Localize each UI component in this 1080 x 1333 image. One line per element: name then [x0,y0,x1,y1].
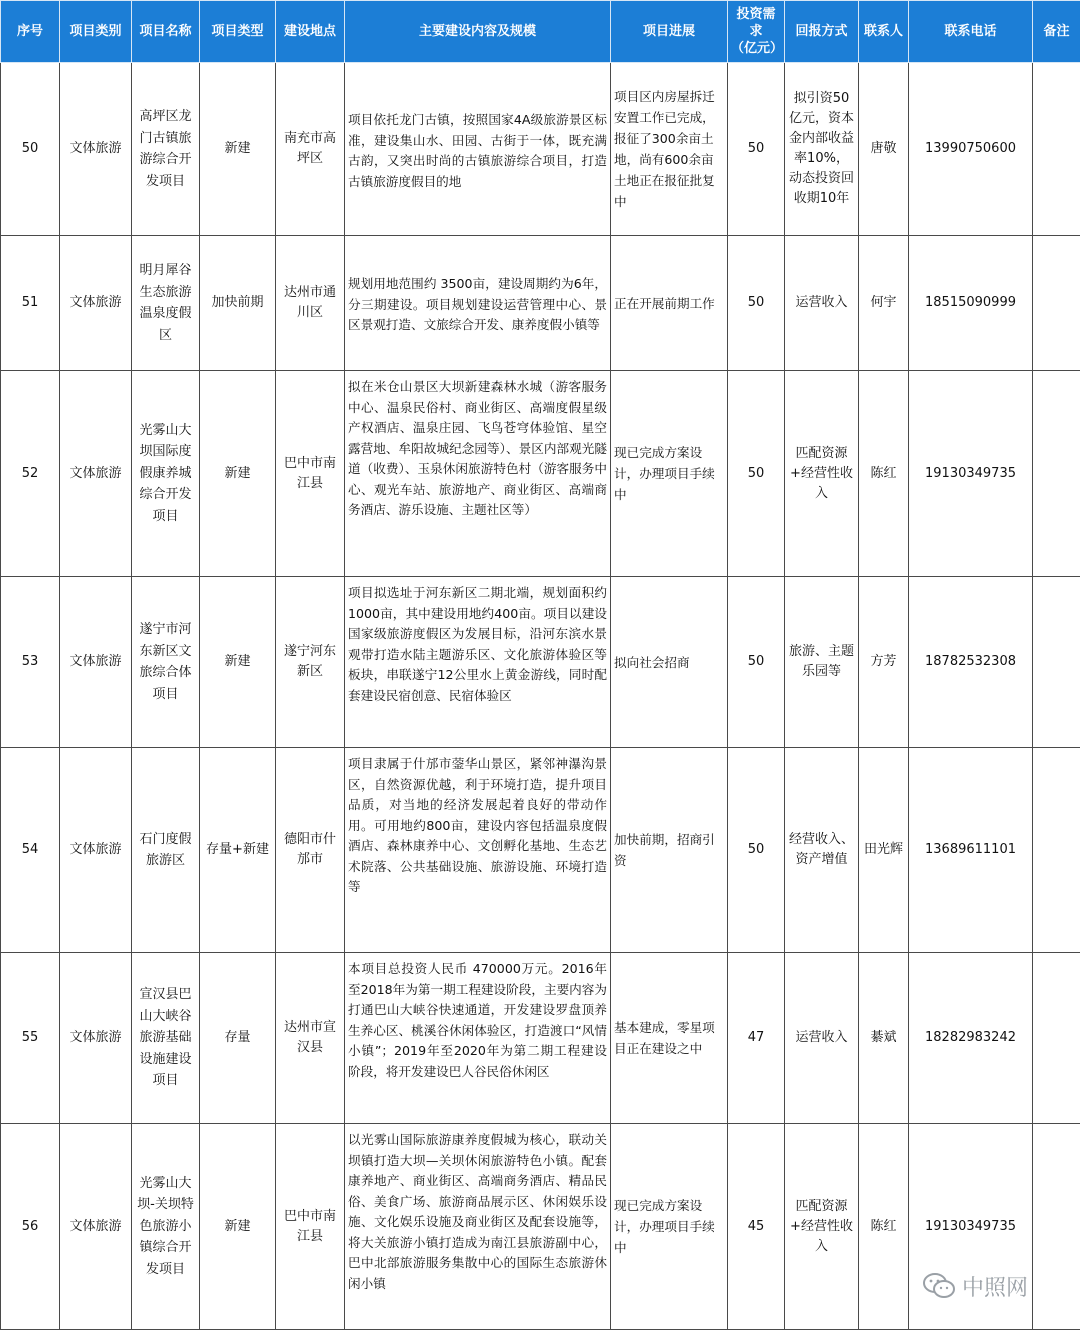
cell-phone: 18282983242 [909,953,1033,1124]
watermark [922,1266,1052,1306]
cell-contact: 田光辉 [859,748,909,953]
cell-location: 南充市高坪区 [276,63,345,236]
cell-content: 以光雾山国际旅游康养度假城为核心，联动关坝镇打造大坝—关坝休闲旅游特色小镇。配套康养地产、商业街区、高端商务酒店、精品民俗、美食广场、旅游商品展示区、休闲娱乐设施、文化娱乐设施及商业街区及配套设施等，将大关旅游小镇打造成为南江县旅游副中心，巴中北部旅游服务集散中心的国际生态旅游休闲小镇 [345,1124,611,1330]
cell-investment: 50 [728,371,785,577]
header-cell-investment: 投资需求 （亿元） [728,1,785,63]
table-row [1,953,1080,1124]
cell-remark [1033,577,1080,748]
cell-no: 52 [1,371,60,577]
cell-remark [1033,63,1080,236]
cell-category: 文体旅游 [60,953,132,1124]
header-cell-content: 主要建设内容及规模 [345,1,611,63]
cell-content: 项目拟选址于河东新区二期北端，规划面积约1000亩，其中建设用地约400亩。项目以建设国家级旅游度假区为发展目标，沿河东滨水景观带打造水陆主题游乐区、文化旅游体验区等板块，串联遂宁12公里水上黄金游线，同时配套建设民宿创意、民宿体验区 [345,577,611,748]
table-row [1,577,1080,748]
cell-category: 文体旅游 [60,577,132,748]
cell-contact: 陈红 [859,1124,909,1330]
cell-contact: 方芳 [859,577,909,748]
header-cell-location: 建设地点 [276,1,345,63]
header-cell-contact: 联系人 [859,1,909,63]
cell-type: 存量+新建 [200,748,276,953]
header-cell-category: 项目类别 [60,1,132,63]
cell-progress: 现已完成方案设计，办理项目手续中 [611,371,728,577]
table-row [1,1124,1080,1330]
cell-contact: 陈红 [859,371,909,577]
cell-remark [1033,371,1080,577]
wechat-icon [922,1272,956,1300]
table-row [1,748,1080,953]
cell-location: 达州市宣汉县 [276,953,345,1124]
cell-remark [1033,236,1080,371]
cell-no: 55 [1,953,60,1124]
cell-category: 文体旅游 [60,748,132,953]
cell-name: 光雾山大坝-关坝特色旅游小镇综合开发项目 [132,1124,200,1330]
cell-type: 新建 [200,577,276,748]
cell-phone: 13990750600 [909,63,1033,236]
cell-return: 拟引资50亿元，资本金内部收益率10%，动态投资回收期10年 [785,63,859,236]
cell-phone: 19130349735 [909,371,1033,577]
cell-contact: 綦斌 [859,953,909,1124]
cell-investment: 50 [728,748,785,953]
cell-progress: 现已完成方案设计，办理项目手续中 [611,1124,728,1330]
cell-remark [1033,748,1080,953]
header-cell-progress: 项目进展 [611,1,728,63]
cell-no: 53 [1,577,60,748]
cell-investment: 45 [728,1124,785,1330]
cell-type: 存量 [200,953,276,1124]
cell-contact: 唐敬 [859,63,909,236]
cell-investment: 50 [728,577,785,748]
header-cell-remark: 备注 [1033,1,1080,63]
cell-location: 达州市通川区 [276,236,345,371]
cell-location: 巴中市南江县 [276,371,345,577]
cell-return: 旅游、主题乐园等 [785,577,859,748]
cell-phone: 18515090999 [909,236,1033,371]
watermark-text: 中照网 [962,1275,1029,1301]
cell-return: 匹配资源+经营性收入 [785,1124,859,1330]
cell-progress: 加快前期，招商引资 [611,748,728,953]
table-row [1,63,1080,236]
cell-name: 光雾山大坝国际度假康养城综合开发项目 [132,371,200,577]
cell-location: 遂宁河东新区 [276,577,345,748]
cell-type: 新建 [200,63,276,236]
table-row [1,371,1080,577]
cell-name: 遂宁市河东新区文旅综合体项目 [132,577,200,748]
cell-progress: 正在开展前期工作 [611,236,728,371]
header-cell-type: 项目类型 [200,1,276,63]
header-cell-phone: 联系电话 [909,1,1033,63]
cell-return: 运营收入 [785,236,859,371]
cell-return: 经营收入、资产增值 [785,748,859,953]
cell-name: 石门度假旅游区 [132,748,200,953]
cell-category: 文体旅游 [60,63,132,236]
cell-content: 规划用地范围约 3500亩，建设周期约为6年，分三期建设。项目规划建设运营管理中心、景区景观打造、文旅综合开发、康养度假小镇等 [345,236,611,371]
cell-content: 项目隶属于什邡市蓥华山景区，紧邻神瀑沟景区，自然资源优越，利于环境打造，提升项目品质，对当地的经济发展起着良好的带动作用。可用地约800亩，建设内容包括温泉度假酒店、森林康养中心、文创孵化基地、生态艺术院落、公共基础设施、旅游设施、环境打造等 [345,748,611,953]
cell-no: 56 [1,1124,60,1330]
cell-investment: 47 [728,953,785,1124]
cell-investment: 50 [728,236,785,371]
cell-investment: 50 [728,63,785,236]
cell-return: 匹配资源+经营性收入 [785,371,859,577]
cell-name: 高坪区龙门古镇旅游综合开发项目 [132,63,200,236]
cell-location: 德阳市什邡市 [276,748,345,953]
header-cell-name: 项目名称 [132,1,200,63]
cell-type: 新建 [200,371,276,577]
cell-no: 51 [1,236,60,371]
cell-type: 新建 [200,1124,276,1330]
header-cell-return: 回报方式 [785,1,859,63]
header-cell-no: 序号 [1,1,60,63]
cell-location: 巴中市南江县 [276,1124,345,1330]
cell-category: 文体旅游 [60,1124,132,1330]
cell-content: 本项目总投资人民币 470000万元。2016年至2018年为第一期工程建设阶段，主要内容为打通巴山大峡谷快速通道，开发建设罗盘顶养生养心区、桃溪谷休闲体验区，打造渡口“风情小镇”；2019年至2020年为第二期工程建设阶段，将开发建设巴人谷民俗休闲区 [345,953,611,1124]
table-row [1,236,1080,371]
cell-phone: 13689611101 [909,748,1033,953]
cell-progress: 项目区内房屋拆迁安置工作已完成，报征了300余亩土地，尚有600余亩土地正在报征批复中 [611,63,728,236]
cell-phone: 18782532308 [909,577,1033,748]
cell-name: 宣汉县巴山大峡谷旅游基础设施建设项目 [132,953,200,1124]
cell-category: 文体旅游 [60,236,132,371]
cell-phone: 19130349735 [909,1124,1033,1330]
cell-return: 运营收入 [785,953,859,1124]
cell-content: 项目依托龙门古镇，按照国家4A级旅游景区标准，建设集山水、田园、古街于一体，既充满古韵，又突出时尚的古镇旅游综合项目，打造古镇旅游度假目的地 [345,63,611,236]
cell-category: 文体旅游 [60,371,132,577]
cell-content: 拟在米仓山景区大坝新建森林水城（游客服务中心、温泉民俗村、商业街区、高端度假星级产权酒店、温泉庄园、飞鸟苍穹体验馆、星空露营地、牟阳故城纪念园等）、景区内部观光隧道（收费）、玉泉休闲旅游特色村（游客服务中心、观光车站、旅游地产、商业街区、高端商务酒店、游乐设施、主题社区等） [345,371,611,577]
cell-contact: 何宇 [859,236,909,371]
cell-no: 50 [1,63,60,236]
cell-progress: 基本建成，零星项目正在建设之中 [611,953,728,1124]
cell-type: 加快前期 [200,236,276,371]
header-row [1,1,1080,63]
cell-no: 54 [1,748,60,953]
cell-progress: 拟向社会招商 [611,577,728,748]
cell-remark [1033,953,1080,1124]
cell-name: 明月犀谷生态旅游温泉度假区 [132,236,200,371]
